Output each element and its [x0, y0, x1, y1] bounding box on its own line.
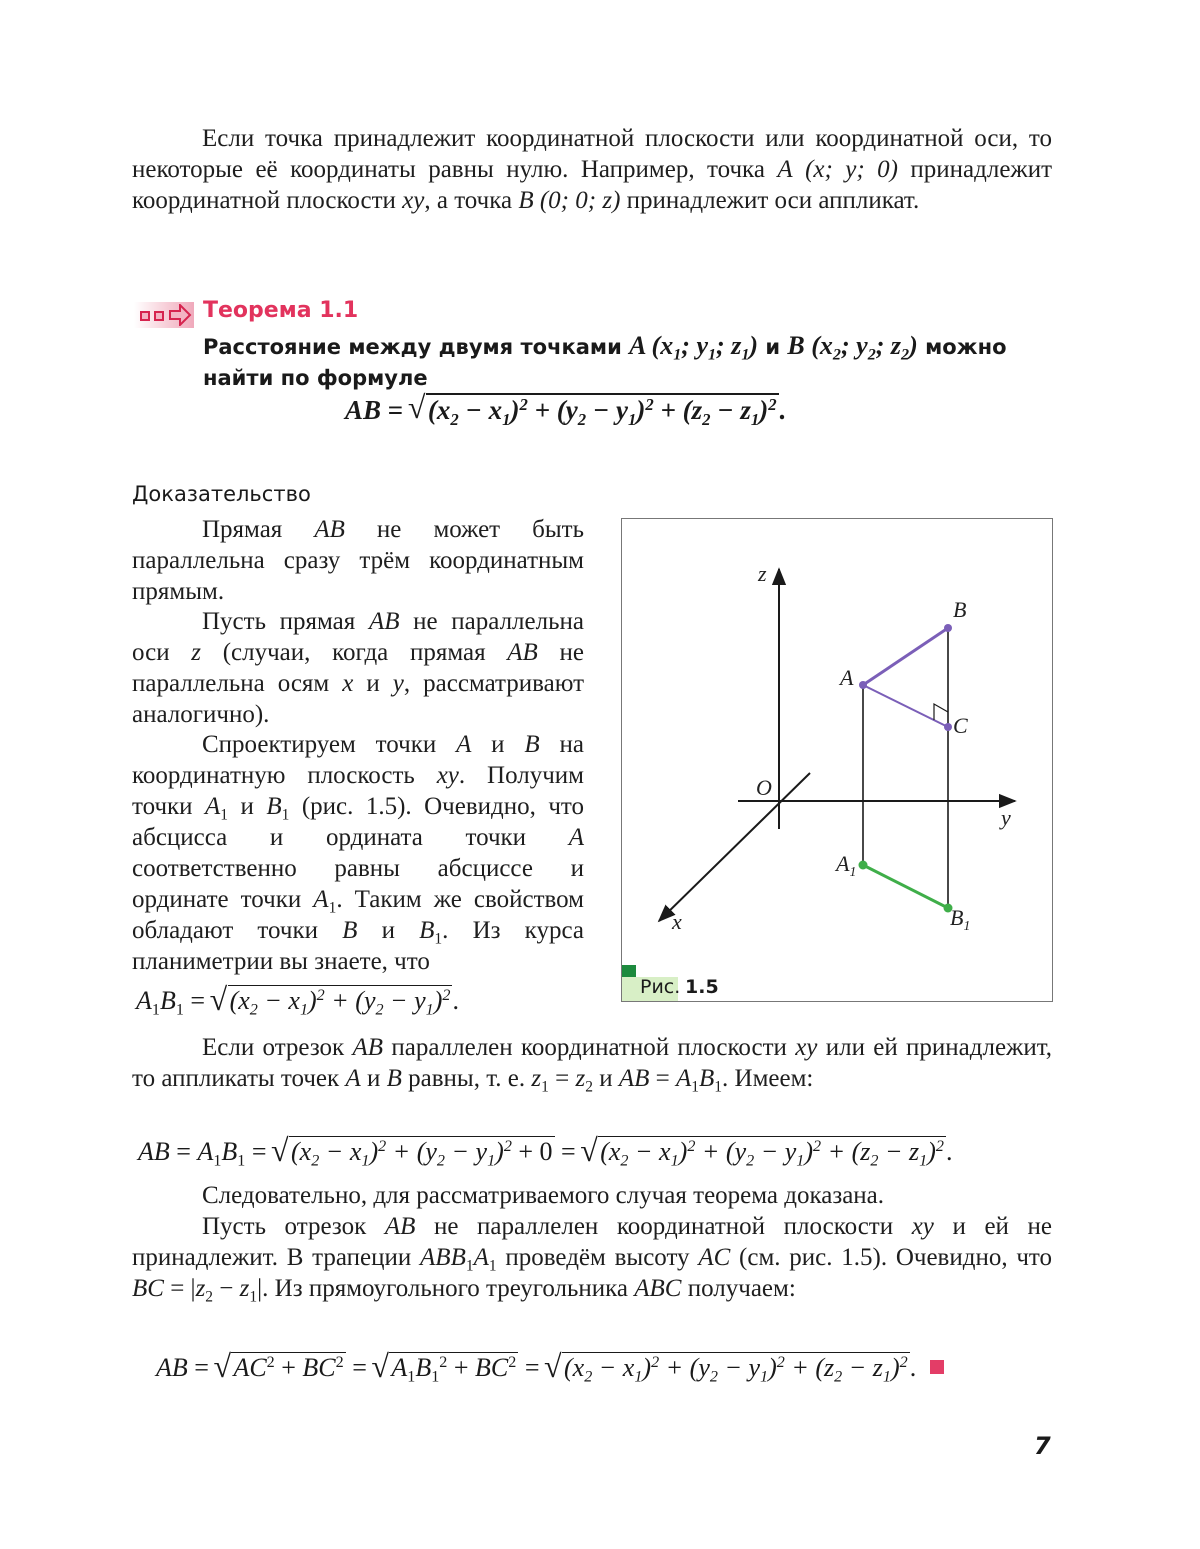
segment-AB: [863, 628, 948, 685]
math-coords-B: ($x_2$; $y_2$; $z_2$): [804, 331, 918, 364]
math-B: B: [787, 331, 805, 360]
proof-paragraph-2: Пусть прямая AB не параллельна оси z (случаи, когда прямая AB не параллельна осям x и y, рассматривают аналогично).: [132, 608, 584, 728]
label-x: x: [672, 909, 682, 934]
label-A1-subscript: 1: [849, 863, 857, 879]
label-C: C: [953, 713, 968, 738]
label-B1-subscript: 1: [963, 917, 971, 933]
formula-a1b1: $A_1B_1$ = √ $(x_2 - x_1)^2 + (y_2 - y_1)^2$.: [136, 985, 459, 1016]
label-B1-letter: B: [950, 905, 964, 930]
label-B: B: [953, 597, 967, 622]
formula-case2: AB = √ $AC^2 + BC^2$ = √ $A_1B_1^2 + BC^2$ = √ $(x_2 - x_1)^2 + (y_2 - y_1)^2 + (z_2 - z_1)^2$.: [156, 1352, 944, 1383]
math-B: B: [518, 187, 534, 214]
label-z: z: [758, 561, 767, 586]
square-bullet: [154, 311, 164, 321]
square-bullet: [140, 311, 150, 321]
theorem-statement: [203, 330, 1058, 394]
intro-text: принадлежит оси аппликат.: [620, 187, 920, 214]
math-xy: xy: [402, 187, 425, 214]
math-coords-B: (0; 0; z): [539, 187, 621, 214]
figure-drawing: [622, 519, 1052, 1001]
proof-paragraph-6: Пусть отрезок AB не параллелен координатной плоскости xy и ей не принадлежит. В трапеции $ABB_1A_1$ проведём высоту AC (см. рис. 1.5). Очевидно, что BC = $|z_2 - z_1|$. Из прямоугольного треугольника ABC получаем:: [132, 1213, 1053, 1306]
point-B: [944, 624, 952, 632]
x-axis: [659, 773, 810, 921]
theorem-text: и: [758, 335, 788, 359]
proof-paragraph-3: Спроектируем точки A и B на координатную плоскость xy. Получим точки $A_1$ и $B_1$ (рис. 1.5). Очевидно, что абсцисса и ордината точки A соответственно равны абсциссе и ординате точки $A_1$. Таким же свойством обладают точки B и $B_1$. Из курса планиметрии вы знаете, что: [132, 731, 584, 975]
point-C: [944, 723, 952, 731]
proof-label: Доказательство: [132, 482, 311, 506]
proof-paragraph-4: Если отрезок AB параллелен координатной плоскости xy или ей принадлежит, то аппликаты точек A и B равны, т. е. $z_1 = z_2$ и AB = $A_1B_1$. Имеем:: [132, 1034, 1052, 1096]
math-A: A: [777, 156, 793, 183]
intro-text: Если точка принадлежит координатной плоскости или координатной оси, то некоторые её координаты равны нулю. Например, точка: [132, 125, 1052, 183]
proof-paragraph-5: [132, 1180, 1052, 1211]
right-angle-mark: [934, 704, 948, 720]
label-A: A: [840, 665, 854, 690]
page-number: 7: [1034, 1432, 1051, 1460]
intro-text: принадлежит координатной плоскости: [132, 156, 1052, 214]
segment-AC: [863, 685, 948, 727]
formula-case1: AB = $A_1B_1$ = √ $(x_2 - x_1)^2 + (y_2 - y_1)^2 + 0$ = √ $(x_2 - x_1)^2 + (y_2 - y_1)^2 + (z_2 - z_1)^2$.: [138, 1136, 952, 1167]
caption-number: 1.5: [685, 976, 719, 998]
point-A: [859, 681, 867, 689]
theorem-formula: AB = √ $(x_2 - x_1)^2 + (y_2 - y_1)^2 + (z_2 - z_1)^2$.: [345, 393, 785, 426]
segment-A1B1: [863, 865, 948, 908]
math-A: A: [629, 331, 646, 360]
caption-marker-icon: [622, 965, 636, 977]
theorem-title: Теорема 1.1: [203, 298, 359, 323]
arrow-glyph: [168, 304, 192, 326]
math-coords-A: ($x_1$; $y_1$; $z_1$): [645, 331, 759, 364]
intro-paragraph: [132, 123, 1052, 216]
label-B1: [950, 905, 970, 931]
proof-text: Следовательно, для рассматриваемого случая теорема доказана.: [202, 1182, 885, 1209]
proof-paragraph-1: Прямая AB не может быть параллельна сразу трём координатным прямым.: [132, 516, 584, 605]
theorem-text: можно найти по формуле: [203, 335, 1007, 390]
label-A1: [836, 851, 856, 877]
math-coords-A: (x; y; 0): [805, 156, 898, 183]
end-of-proof-square-icon: [930, 1360, 944, 1374]
figure-1-5: [621, 518, 1053, 1002]
intro-text: , а точка: [424, 187, 519, 214]
label-O: O: [756, 775, 772, 800]
label-A1-letter: A: [836, 851, 850, 876]
arrow-right-icon: [134, 302, 194, 328]
point-A1: [859, 861, 868, 870]
theorem-text: Расстояние между двумя точками: [203, 335, 630, 359]
label-y: y: [1001, 805, 1011, 830]
caption-prefix: Рис.: [640, 976, 681, 998]
